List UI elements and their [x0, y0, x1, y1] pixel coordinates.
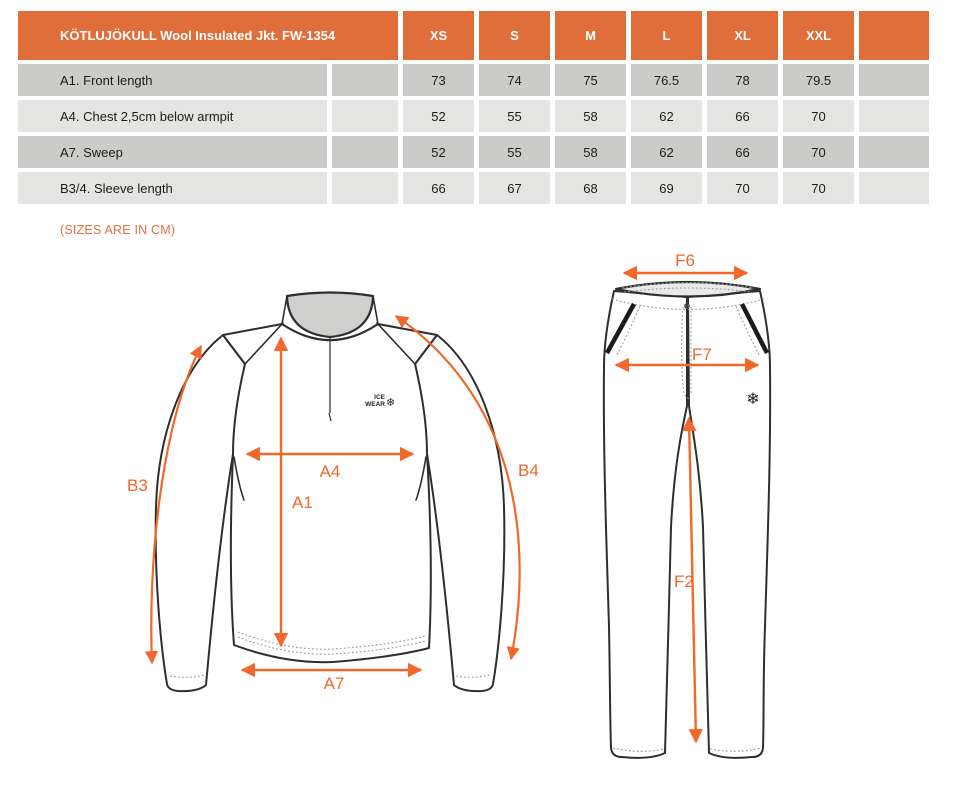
size-header-xxl: XXL — [783, 11, 854, 60]
size-value: 66 — [707, 100, 778, 132]
size-value: 52 — [403, 100, 474, 132]
size-header-m: M — [555, 11, 626, 60]
size-value: 74 — [479, 64, 550, 96]
size-header-l: L — [631, 11, 702, 60]
size-value: 70 — [783, 100, 854, 132]
size-value: 69 — [631, 172, 702, 204]
jacket-label-b4: B4 — [518, 461, 539, 480]
size-value: 78 — [707, 64, 778, 96]
size-header-xs: XS — [403, 11, 474, 60]
pants-label-f6: F6 — [675, 251, 695, 270]
size-value: 67 — [479, 172, 550, 204]
size-value: 62 — [631, 100, 702, 132]
size-diagrams — [0, 7, 960, 790]
size-value: 75 — [555, 64, 626, 96]
logo-line2: WEAR — [365, 401, 385, 408]
pants-label-f7: F7 — [692, 345, 712, 364]
size-value: 70 — [783, 136, 854, 168]
size-value: 70 — [783, 172, 854, 204]
size-chart-page — [0, 7, 960, 790]
row-label: A7. Sweep — [18, 136, 327, 168]
size-value: 68 — [555, 172, 626, 204]
logo-line1: ICE — [374, 394, 385, 401]
size-value: 58 — [555, 136, 626, 168]
size-value: 55 — [479, 100, 550, 132]
pants-label-f2: F2 — [674, 572, 694, 591]
size-value: 55 — [479, 136, 550, 168]
jacket-label-a7: A7 — [323, 674, 345, 693]
size-header-s: S — [479, 11, 550, 60]
size-value: 76.5 — [631, 64, 702, 96]
size-value: 79.5 — [783, 64, 854, 96]
product-title: KÖTLUJÖKULL Wool Insulated Jkt. FW-1354 — [18, 11, 398, 60]
size-value: 62 — [631, 136, 702, 168]
size-value: 73 — [403, 64, 474, 96]
snowflake-icon: ❄ — [746, 391, 760, 408]
jacket-collar-inner — [287, 293, 373, 338]
size-value: 66 — [707, 136, 778, 168]
size-value: 58 — [555, 100, 626, 132]
jacket-label-b3: B3 — [127, 476, 148, 495]
size-value: 66 — [403, 172, 474, 204]
row-label: A1. Front length — [18, 64, 327, 96]
jacket-label-a4: A4 — [319, 462, 341, 481]
jacket-label-a1: A1 — [292, 493, 313, 512]
row-label: B3/4. Sleeve length — [18, 172, 327, 204]
size-value: 52 — [403, 136, 474, 168]
sizes-note: (SIZES ARE IN CM) — [60, 223, 176, 237]
pants-left-leg — [604, 291, 687, 758]
snowflake-icon: ❄ — [386, 397, 396, 409]
size-header-xl: XL — [707, 11, 778, 60]
row-label: A4. Chest 2,5cm below armpit — [18, 100, 327, 132]
jacket-diagram — [127, 293, 539, 694]
size-value: 70 — [707, 172, 778, 204]
pants-diagram — [604, 251, 770, 758]
